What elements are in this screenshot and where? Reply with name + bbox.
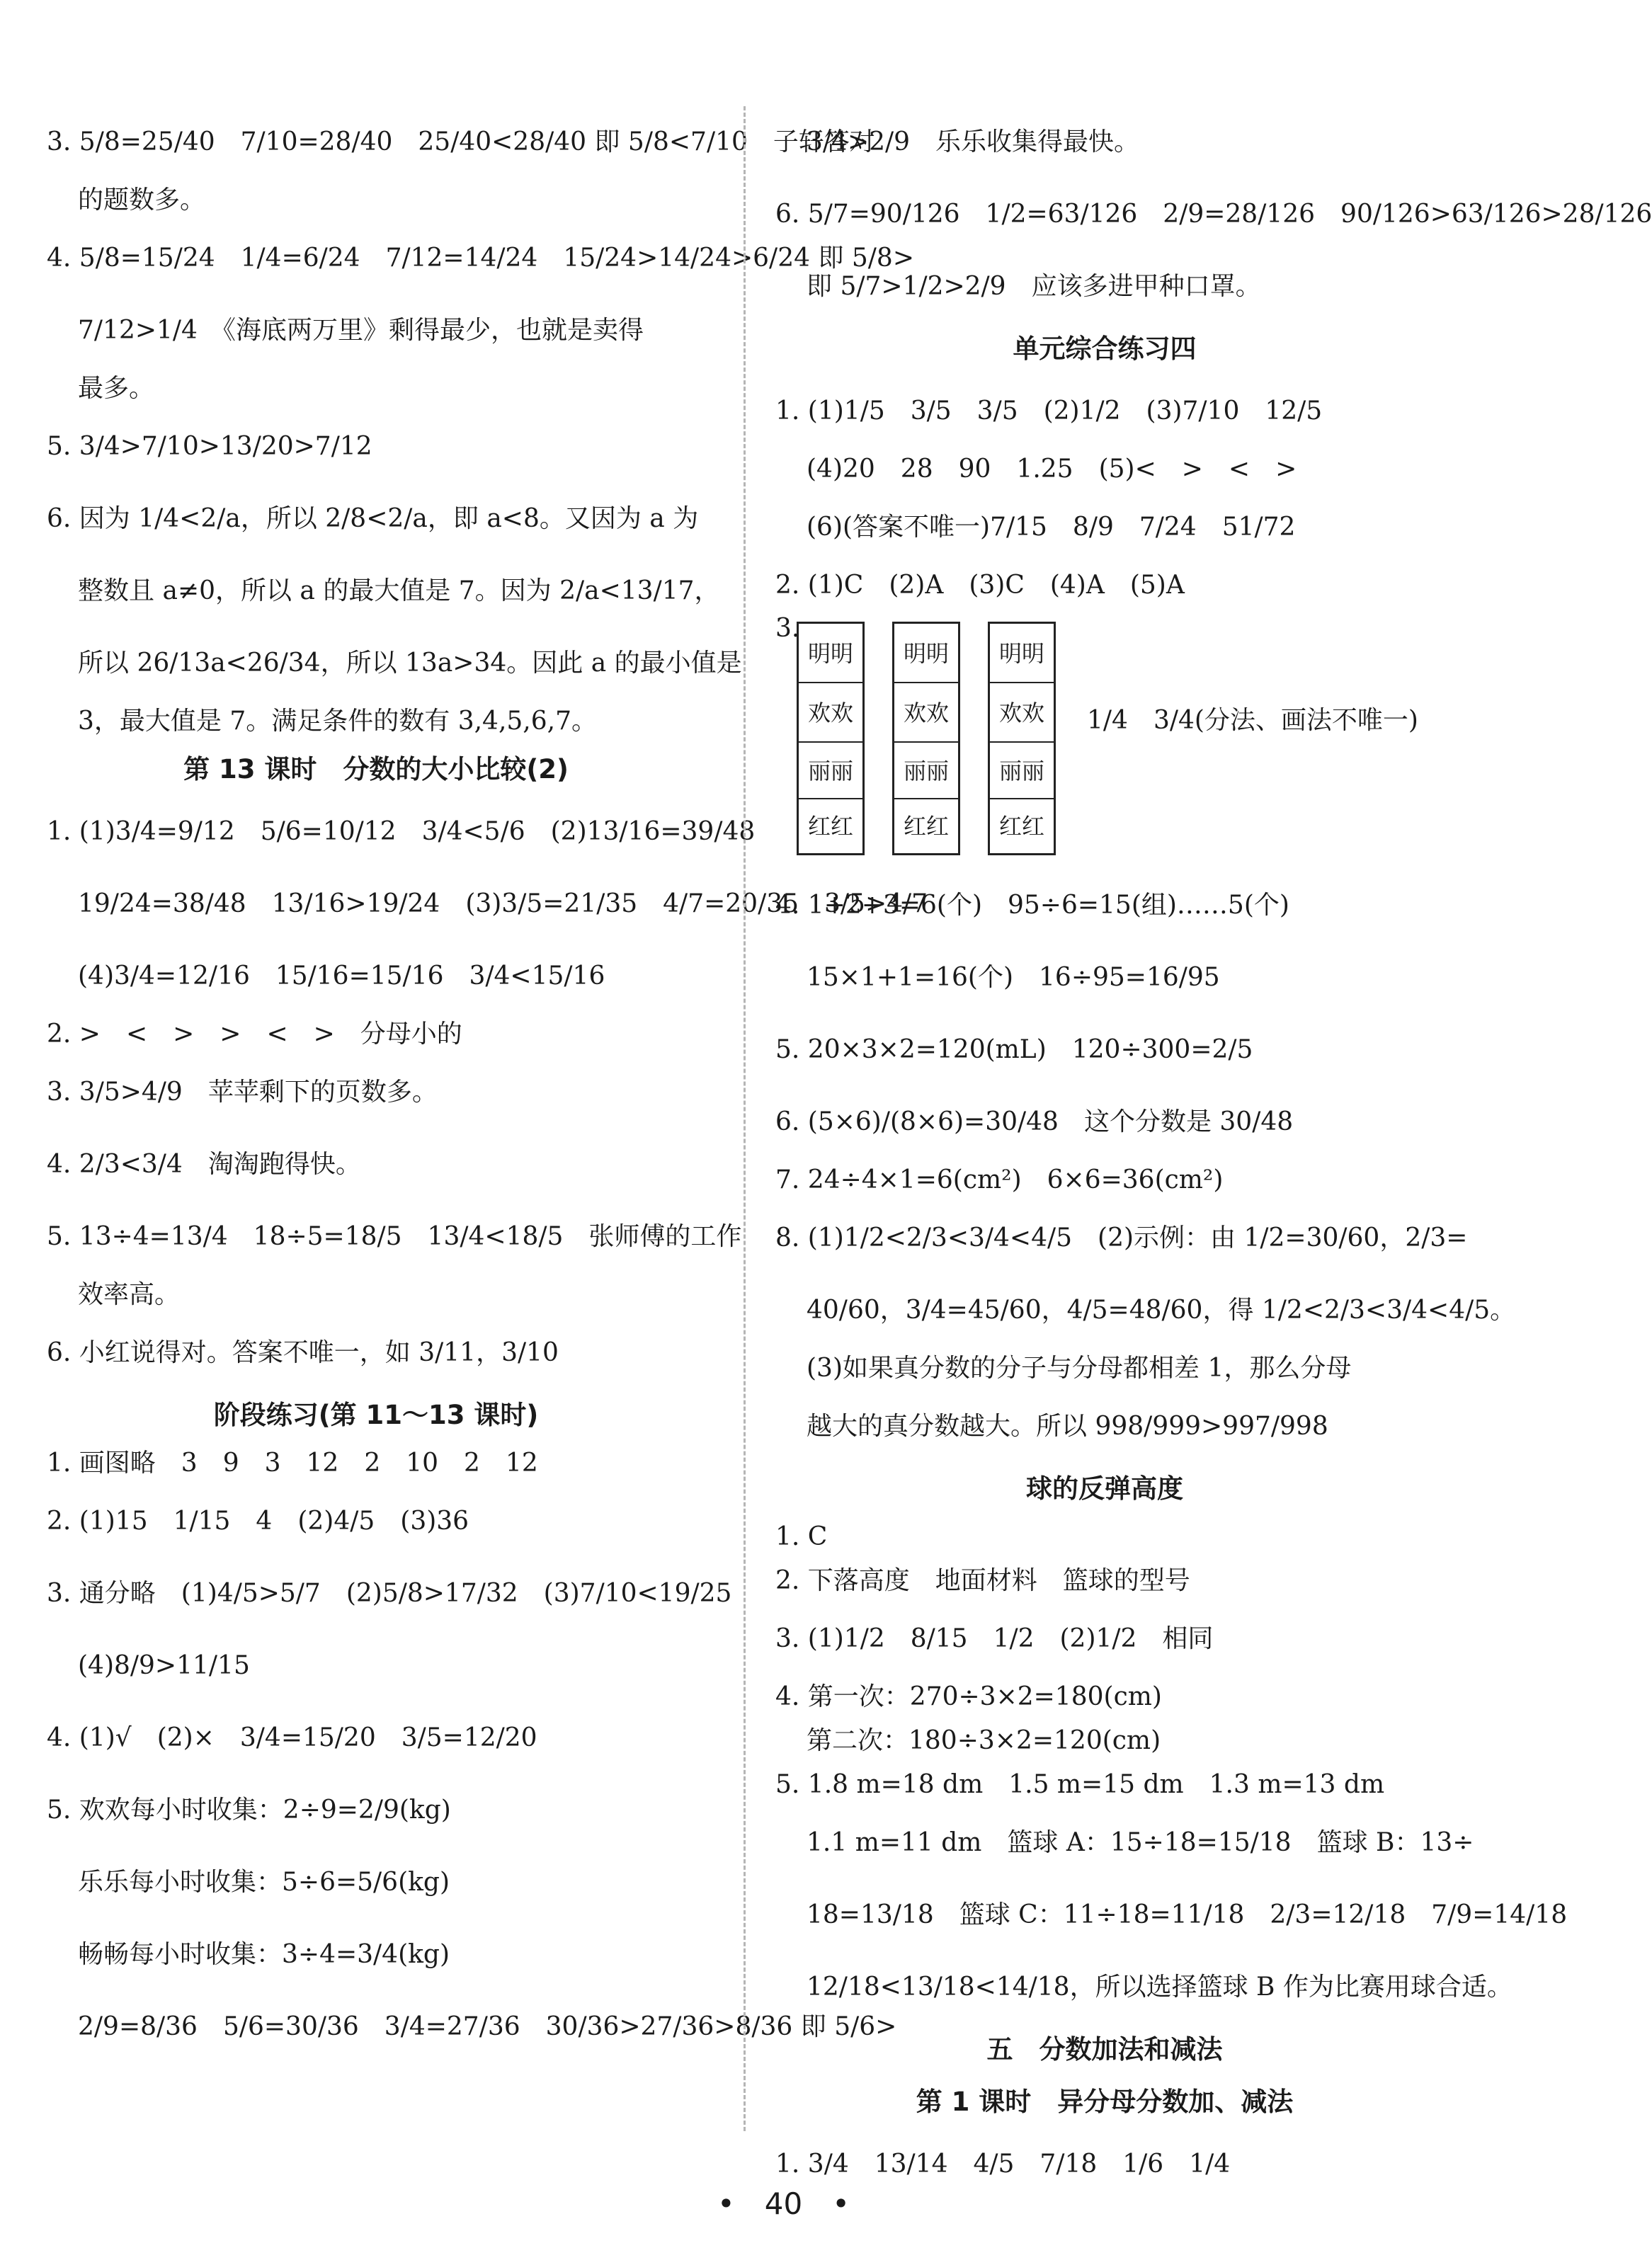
paper-strip (892, 622, 960, 855)
answer-line: 最多。 (78, 374, 155, 403)
strip-cell: 明明 (990, 624, 1054, 683)
answer-line: 越大的真分数越大。所以 998/999>997/998 (807, 1412, 1328, 1441)
answer-line: 2. (1)C (2)A (3)C (4)A (5)A (775, 571, 1185, 600)
answer-line: 4. 5/8=15/24 1/4=6/24 7/12=14/24 15/24>14/24>6/24 即 5/8> (47, 244, 914, 273)
section-heading: 第 13 课时 分数的大小比较(2) (183, 754, 569, 784)
strip-cell: 丽丽 (894, 743, 958, 799)
section-heading: 单元综合练习四 (1013, 333, 1197, 364)
answer-line: 7. 24÷4×1=6(cm²) 6×6=36(cm²) (775, 1165, 1224, 1194)
strip-cell: 红红 (807, 813, 853, 840)
answer-line: 12/18<13/18<14/18，所以选择篮球 B 作为比赛用球合适。 (807, 1973, 1513, 2002)
answer-line: 18=13/18 篮球 C：11÷18=11/18 2/3=12/18 7/9=14/18 (807, 1900, 1568, 1929)
strip-cell: 红红 (903, 813, 949, 840)
answer-line: 的题数多。 (78, 186, 206, 215)
answer-line: 19/24=38/48 13/16>19/24 (3)3/5=21/35 4/7=20/35 3/5>4/7 (78, 889, 928, 918)
answer-line: 1. C (775, 1522, 828, 1551)
answer-line: 4. (1)√ (2)× 3/4=15/20 3/5=12/20 (47, 1723, 537, 1752)
answer-line: 畅畅每小时收集：3÷4=3/4(kg) (78, 1940, 450, 1969)
strip-cell: 红红 (998, 813, 1044, 840)
strip-cell: 欢欢 (894, 683, 958, 743)
answer-line: 1. (1)1/5 3/5 3/5 (2)1/2 (3)7/10 12/5 (775, 396, 1323, 426)
answer-line: 4. 1+2+3=6(个) 95÷6=15(组)……5(个) (775, 891, 1289, 920)
answer-line: 效率高。 (78, 1280, 181, 1309)
answer-line: 乐乐每小时收集：5÷6=5/6(kg) (78, 1868, 450, 1897)
answer-line: 7/12>1/4 《海底两万里》剩得最少，也就是卖得 (78, 316, 644, 345)
right-column (775, 106, 1652, 2179)
strip-cell: 明明 (799, 624, 862, 683)
answer-line: 3. 3/5>4/9 苹苹剩下的页数多。 (47, 1078, 438, 1107)
answer-line: 1.1 m=11 dm 篮球 A：15÷18=15/18 篮球 B：13÷ (807, 1828, 1474, 1857)
answer-line: 5. 13÷4=13/4 18÷5=18/5 13/4<18/5 张师傅的工作 (47, 1222, 742, 1251)
page-number: • 40 • (717, 2186, 850, 2221)
answer-line: (4)20 28 90 1.25 (5)< > < > (807, 455, 1297, 484)
answer-line: 1. 画图略 3 9 3 12 2 10 2 12 (47, 1449, 538, 1478)
question-number: 3. (775, 614, 800, 643)
answer-line: 6. (5×6)/(8×6)=30/48 这个分数是 30/48 (775, 1107, 1294, 1136)
answer-line: 2. > < > > < > 分母小的 (47, 1020, 462, 1049)
paper-strip (797, 622, 865, 855)
section-heading: 球的反弹高度 (1026, 1473, 1183, 1504)
answer-line: 40/60，3/4=45/60，4/5=48/60，得 1/2<2/3<3/4<4/5。 (807, 1296, 1516, 1325)
answer-line: 1. (1)3/4=9/12 5/6=10/12 3/4<5/6 (2)13/16=39/48 (47, 817, 756, 846)
answer-line: 第二次：180÷3×2=120(cm) (807, 1726, 1161, 1755)
answer-line: (4)8/9>11/15 (78, 1651, 250, 1680)
answer-line: 15×1+1=16(个) 16÷95=16/95 (807, 963, 1220, 992)
answer-line: (4)3/4=12/16 15/16=15/16 3/4<15/16 (78, 961, 605, 991)
answer-line: 整数且 a≠0，所以 a 的最大值是 7。因为 2/a<13/17， (78, 576, 720, 605)
strip-cell: 明明 (894, 624, 958, 683)
answer-line: 8. (1)1/2<2/3<3/4<4/5 (2)示例：由 1/2=30/60，2/3= (775, 1223, 1468, 1252)
answer-line: 5. 1.8 m=18 dm 1.5 m=15 dm 1.3 m=13 dm (775, 1770, 1385, 1799)
strip-cell: 丽丽 (990, 743, 1054, 799)
answer-line: 5. 欢欢每小时收集：2÷9=2/9(kg) (47, 1796, 451, 1825)
answer-line: 3，最大值是 7。满足条件的数有 3,4,5,6,7。 (78, 707, 597, 736)
answer-line: (6)(答案不唯一)7/15 8/9 7/24 51/72 (807, 513, 1296, 542)
answer-line: (3)如果真分数的分子与分母都相差 1，那么分母 (807, 1354, 1352, 1383)
answer-line: 5. 20×3×2=120(mL) 120÷300=2/5 (775, 1035, 1253, 1064)
answer-line: 6. 小红说得对。答案不唯一，如 3/11，3/10 (47, 1338, 559, 1367)
answer-line: 6. 5/7=90/126 1/2=63/126 2/9=28/126 90/126>63/126>28/126 (775, 200, 1652, 229)
answer-line: 1. 3/4 13/14 4/5 7/18 1/6 1/4 (775, 2150, 1231, 2179)
section-heading: 第 1 课时 异分母分数加、减法 (916, 2087, 1294, 2117)
answer-line: 4. 2/3<3/4 淘淘跑得快。 (47, 1150, 361, 1179)
section-heading: 阶段练习(第 11～13 课时) (213, 1400, 539, 1430)
strip-cell: 欢欢 (799, 683, 862, 743)
answer-line: 即 5/7>1/2>2/9 应该多进甲种口罩。 (807, 272, 1261, 301)
paper-strip (988, 622, 1056, 855)
answer-note: 1/4 3/4(分法、画法不唯一) (1087, 706, 1418, 735)
answer-line: 所以 26/13a<26/34，所以 13a>34。因此 a 的最小值是 (78, 649, 742, 678)
strip-diagram (775, 607, 1434, 869)
answer-line: 4. 第一次：270÷3×2=180(cm) (775, 1682, 1162, 1711)
answer-line: 2. (1)15 1/15 4 (2)4/5 (3)36 (47, 1507, 469, 1536)
answer-line: 3. 5/8=25/40 7/10=28/40 25/40<28/40 即 5/8<7/10 子轩答对 (47, 127, 875, 156)
column-divider (744, 106, 746, 2131)
answer-line: 3. 通分略 (1)4/5>5/7 (2)5/8>17/32 (3)7/10<19/25 (47, 1579, 732, 1608)
answer-line: 3. (1)1/2 8/15 1/2 (2)1/2 相同 (775, 1624, 1214, 1653)
strip-cell: 欢欢 (990, 683, 1054, 743)
answer-line: 3/4>2/9 乐乐收集得最快。 (807, 127, 1140, 156)
answer-line: 5. 3/4>7/10>13/20>7/12 (47, 432, 372, 461)
answer-line: 2/9=8/36 5/6=30/36 3/4=27/36 30/36>27/36>8/36 即 5/6> (78, 2012, 897, 2041)
answer-line: 6. 因为 1/4<2/a，所以 2/8<2/a，即 a<8。又因为 a 为 (47, 504, 699, 533)
strip-cell: 丽丽 (799, 743, 862, 799)
chapter-heading: 五 分数加法和减法 (986, 2034, 1223, 2065)
answer-line: 2. 下落高度 地面材料 篮球的型号 (775, 1566, 1190, 1595)
